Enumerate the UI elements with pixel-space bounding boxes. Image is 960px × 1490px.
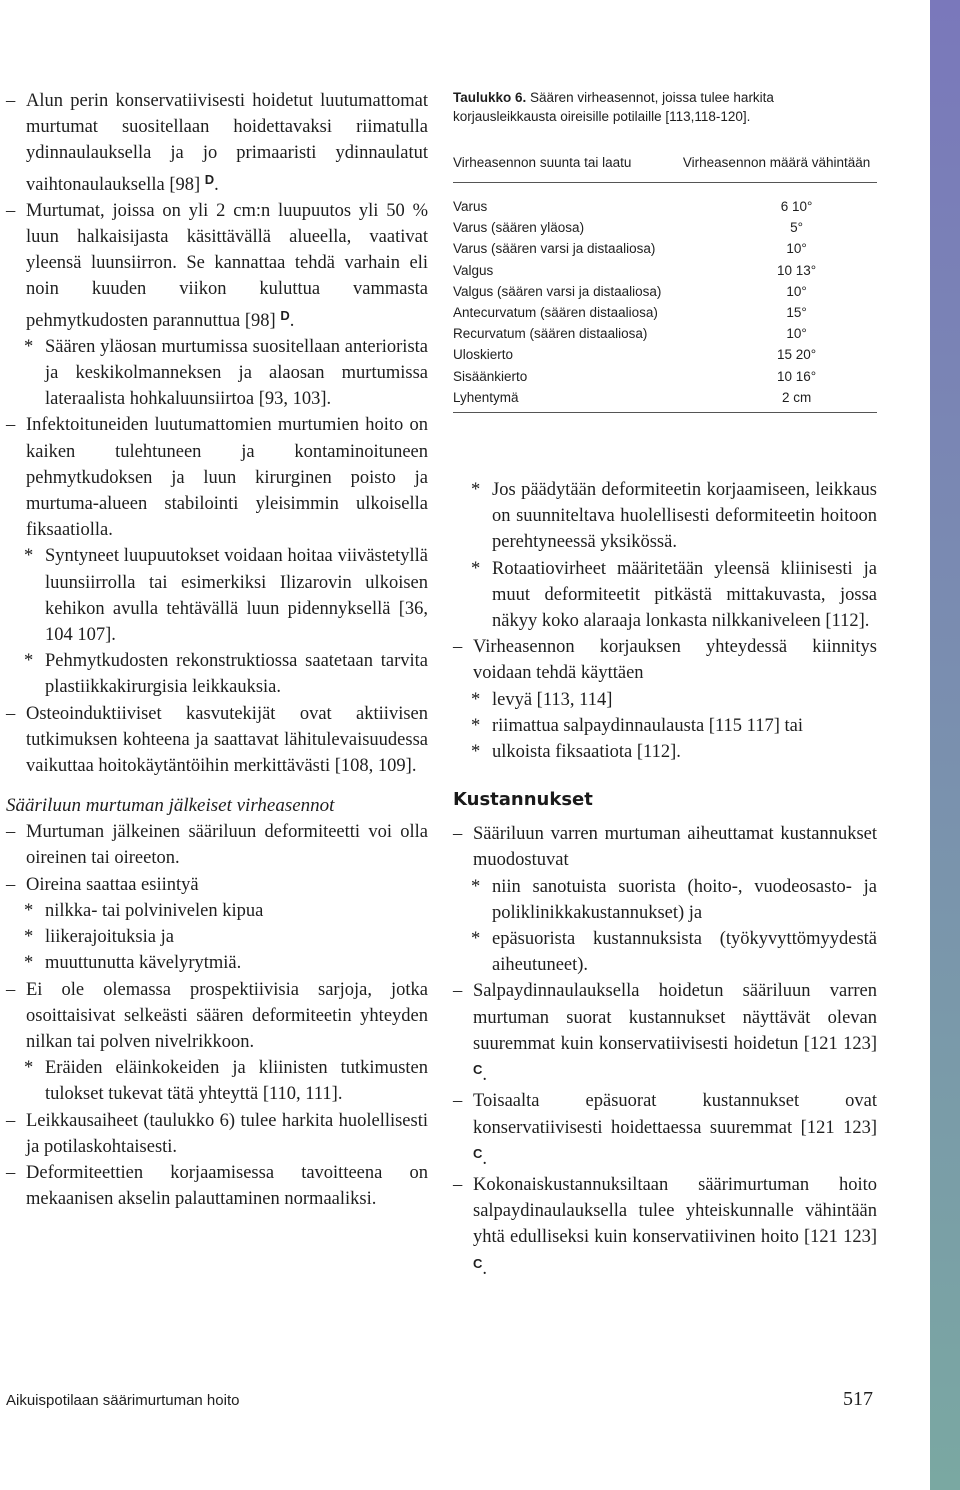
bullet-marker: * xyxy=(471,715,481,736)
section-heading-costs: Kustannukset xyxy=(453,789,593,811)
bullet-marker: – xyxy=(453,1091,463,1112)
evidence-grade: C xyxy=(473,1145,483,1161)
table-header-row xyxy=(453,152,877,183)
table-body xyxy=(453,183,877,413)
deformity-type: Varus (säären yläosa) xyxy=(453,220,585,236)
bullet-marker: – xyxy=(6,822,16,843)
bullet-marker: – xyxy=(453,1174,463,1195)
bullet-marker: – xyxy=(453,824,463,845)
bullet-item xyxy=(6,1160,428,1212)
sentence-end: . xyxy=(289,310,295,331)
deformity-type: Recurvatum (säären distaaliosa) xyxy=(453,326,648,342)
deformity-amount: 10° xyxy=(786,283,807,299)
bullet-item xyxy=(6,819,428,871)
sentence-end: . xyxy=(214,174,219,195)
table-caption xyxy=(453,88,877,126)
sub-bullet-item xyxy=(6,898,428,924)
bullet-text: Ei ole olemassa prospektiivisia sarjoja, jotka osoittaisivat selkeästi säären deformiteetin yhteyden nilkan tai polven nivelrikkoon. xyxy=(26,979,428,1052)
bullet-text: nilkka- tai polvinivelen kipua xyxy=(45,900,264,921)
table-row xyxy=(453,260,877,281)
deformity-amount: 10° xyxy=(786,326,807,342)
bullet-text: ulkoista fiksaatiota [112]. xyxy=(492,742,681,763)
bullet-text: Oireina saattaa esiintyä xyxy=(26,874,199,895)
deformity-amount: 6 10° xyxy=(780,199,813,214)
deformity-amount: 10 13° xyxy=(777,262,817,278)
bullet-marker: * xyxy=(24,336,34,357)
bullet-marker: * xyxy=(471,742,481,763)
bullet-marker: – xyxy=(6,91,16,111)
bullet-item xyxy=(6,977,428,1056)
table-row xyxy=(453,281,877,302)
deformity-type: Valgus xyxy=(453,262,494,278)
right-column xyxy=(453,88,877,1282)
bullet-item xyxy=(6,88,428,198)
bullet-text: Osteoinduktiiviset kasvutekijät ovat aktiivisen tutkimuksen kohteena ja saattavat lähitulevaisuudessa vaikuttaa hoitokäytäntöihin merkittävästi [108, 109]. xyxy=(26,703,428,777)
bullet-text: levyä [113, 114] xyxy=(492,689,613,710)
sub-bullet-item xyxy=(453,739,877,765)
deformity-type: Uloskierto xyxy=(453,347,514,363)
bullet-marker: – xyxy=(453,981,463,1002)
sub-bullet-item xyxy=(453,556,877,635)
bullet-text: Sääriluun varren murtuman aiheuttamat kustannukset muodostuvat xyxy=(473,824,877,871)
sentence-end: . xyxy=(482,1065,488,1086)
deformity-amount: 10 16° xyxy=(777,368,817,384)
bullet-text: Pehmytkudosten rekonstruktiossa saatetaan tarvita plastiikkakirurgisia leikkauksia. xyxy=(45,651,428,698)
sub-bullet-item xyxy=(453,687,877,713)
sentence-end: . xyxy=(482,1148,488,1169)
sub-bullet-item xyxy=(453,477,877,556)
evidence-grade: C xyxy=(473,1062,483,1078)
bullet-marker: – xyxy=(6,979,16,1000)
bullet-text: Rotaatiovirheet määritetään yleensä kliinisesti ja muut deformiteetit pitkästä mittakuvasta, jossa näkyy koko alaraaja lonkasta nilkkaniveleen [112]. xyxy=(492,558,877,632)
bullet-text: Eräiden eläinkokeiden ja kliinisten tutkimusten tulokset tukevat tätä yhteyttä [110, 111]. xyxy=(45,1058,428,1105)
running-title: Aikuispotilaan säärimurtuman hoito xyxy=(6,1392,240,1409)
table-row xyxy=(453,238,877,259)
sub-bullet-item xyxy=(6,543,428,648)
deformity-amount: 10° xyxy=(786,241,807,257)
deformity-amount: 15 20° xyxy=(777,347,817,363)
bullet-text: epäsuorista kustannuksista (työkyvyttömyydestä aiheutuneet). xyxy=(492,929,877,976)
bullet-marker: – xyxy=(6,703,16,724)
right-list-correction xyxy=(453,477,877,765)
bullet-item xyxy=(453,634,877,686)
section-heading-malunion: Sääriluun murtuman jälkeiset virheasennot xyxy=(6,795,335,817)
bullet-marker: * xyxy=(24,900,34,921)
bullet-text: Leikkausaiheet (taulukko 6) tulee harkita huolellisesti ja potilaskohtaisesti. xyxy=(26,1110,428,1157)
bullet-item xyxy=(453,821,877,873)
evidence-grade: C xyxy=(473,1255,483,1271)
table-row xyxy=(453,183,877,218)
table-header-amount: Virheasennon määrä vähintään xyxy=(676,152,877,183)
bullet-marker: – xyxy=(453,637,463,658)
table-row xyxy=(453,366,877,387)
sub-bullet-item xyxy=(6,950,428,976)
sub-bullet-item xyxy=(453,926,877,978)
table-row xyxy=(453,217,877,238)
bullet-item xyxy=(6,198,428,334)
left-list-nonunion xyxy=(6,88,428,779)
bullet-text: Alun perin konservatiivisesti hoidetut luutumattomat murtumat suositellaan hoidettavaksi riimatulla ydinnaulauksella ja jo primaaristi ydinnaulatut vaihtonaulauksella [98] xyxy=(26,91,428,195)
sub-bullet-item xyxy=(453,713,877,739)
bullet-item xyxy=(453,978,877,1088)
bullet-marker: * xyxy=(24,1058,34,1079)
bullet-item xyxy=(6,412,428,543)
bullet-text: Toisaalta epäsuorat kustannukset ovat konservatiivisesti hoidettaessa suuremmat [121 123] xyxy=(473,1091,877,1138)
left-column xyxy=(6,88,428,1212)
page-number: 517 xyxy=(843,1388,873,1410)
bullet-marker: * xyxy=(24,927,34,948)
bullet-text: Murtumat, joissa on yli 2 cm:n luupuutos yli 50 % luun halkaisijasta käsittävällä alueella, vaativat yleensä luunsiirron. Se kannattaa tehdä varhain eli noin kuuden viikon kuluttua vammasta pehmytkudosten parannuttua [98] xyxy=(26,200,428,331)
deformity-type: Varus xyxy=(453,199,488,214)
deformity-table xyxy=(453,152,877,413)
deformity-type: Valgus (säären varsi ja distaaliosa) xyxy=(453,283,662,299)
bullet-text: Salpaydinnaulauksella hoidetun sääriluun varren murtuman suorat kustannukset näyttävät olevan suuremmat kuin konservatiivisesti hoidetun [121 123] xyxy=(473,981,877,1054)
bullet-marker: – xyxy=(6,1162,16,1183)
bullet-marker: * xyxy=(471,876,481,897)
bullet-text: muuttunutta kävelyrytmiä. xyxy=(45,953,242,974)
table-caption-text: Säären virheasennot, joissa tulee harkita korjausleikkausta oireisille potilaille [113,118-120]. xyxy=(453,90,774,124)
sub-bullet-item xyxy=(6,924,428,950)
bullet-text: Kokonaiskustannuksiltaan säärimurtuman hoito salpaydinaulauksella tulee yhteiskunnalle vähintään yhtä edulliseksi kuin konservatiivinen hoito [121 123] xyxy=(473,1174,877,1248)
deformity-type: Lyhentymä xyxy=(453,387,676,413)
sentence-end: . xyxy=(482,1258,488,1279)
bullet-item xyxy=(6,872,428,898)
evidence-grade: D xyxy=(204,171,215,187)
bullet-marker: * xyxy=(24,546,34,567)
bullet-marker: * xyxy=(471,689,481,710)
bullet-marker: * xyxy=(471,929,481,950)
bullet-marker: – xyxy=(6,415,16,436)
table-row xyxy=(453,323,877,344)
bullet-text: liikerajoituksia ja xyxy=(45,927,174,948)
bullet-marker: * xyxy=(471,480,481,501)
sub-bullet-item xyxy=(6,334,428,413)
deformity-amount: 2 cm xyxy=(676,387,877,413)
table-row xyxy=(453,302,877,323)
deformity-type: Antecurvatum (säären distaaliosa) xyxy=(453,305,658,321)
bullet-item xyxy=(453,1088,877,1172)
deformity-type: Sisäänkierto xyxy=(453,368,528,384)
table-row xyxy=(453,387,877,413)
bullet-text: Jos päädytään deformiteetin korjaamiseen, leikkaus on suunniteltava huolellisesti deformiteetin hoitoon perehtyneessä yksikössä. xyxy=(492,480,877,553)
table-header-type: Virheasennon suunta tai laatu xyxy=(453,152,676,183)
bullet-text: Infektoituneiden luutumattomien murtumien hoito on kaiken tulehtuneen ja kontaminoituneen pehmytkudoksen ja luun kirurginen poisto ja murtuma-alueen stabilointi yleisimmin ulkoisella fiksaatiolla. xyxy=(26,415,428,541)
sub-bullet-item xyxy=(453,874,877,926)
bullet-text: Virheasennon korjauksen yhteydessä kiinnitys voidaan tehdä käyttäen xyxy=(473,637,877,684)
bullet-marker: * xyxy=(471,558,481,579)
deformity-amount: 15° xyxy=(786,305,807,321)
deformity-amount: 5° xyxy=(790,220,804,236)
bullet-item xyxy=(6,701,428,780)
bullet-marker: – xyxy=(6,874,16,895)
side-color-stripe xyxy=(930,0,960,1490)
bullet-text: riimattua salpaydinnaulausta [115 117] tai xyxy=(492,715,803,736)
evidence-grade: D xyxy=(280,307,290,323)
bullet-marker: – xyxy=(6,200,16,221)
right-list-costs xyxy=(453,821,877,1281)
bullet-text: Säären yläosan murtumissa suositellaan anteriorista ja keskikolmanneksen ja alaosan murtumissa lateraalista hohkaluunsiirtoa [93, 103]. xyxy=(45,336,428,410)
table-caption-label: Taulukko 6. xyxy=(453,90,527,105)
bullet-text: niin sanotuista suorista (hoito-, vuodeosasto- ja poliklinikkakustannukset) ja xyxy=(492,876,877,923)
bullet-marker: * xyxy=(24,651,34,672)
table-6 xyxy=(453,88,877,413)
sub-bullet-item xyxy=(6,648,428,700)
bullet-item xyxy=(6,1108,428,1160)
bullet-marker: * xyxy=(24,953,34,974)
bullet-item xyxy=(453,1172,877,1282)
table-row xyxy=(453,344,877,365)
bullet-text: Syntyneet luupuutokset voidaan hoitaa viivästetyllä luunsiirrolla tai esimerkiksi Ilizarovin ulkoisen kehikon avulla tehtävällä luun pidennyksellä [36, 104 107]. xyxy=(45,546,428,646)
left-list-malunion xyxy=(6,819,428,1212)
bullet-marker: – xyxy=(6,1110,16,1131)
sub-bullet-item xyxy=(6,1055,428,1107)
bullet-text: Deformiteettien korjaamisessa tavoitteena on mekaanisen akselin palauttaminen normaaliksi. xyxy=(26,1162,428,1210)
deformity-type: Varus (säären varsi ja distaaliosa) xyxy=(453,241,656,257)
bullet-text: Murtuman jälkeinen sääriluun deformiteetti voi olla oireinen tai oireeton. xyxy=(26,822,428,869)
